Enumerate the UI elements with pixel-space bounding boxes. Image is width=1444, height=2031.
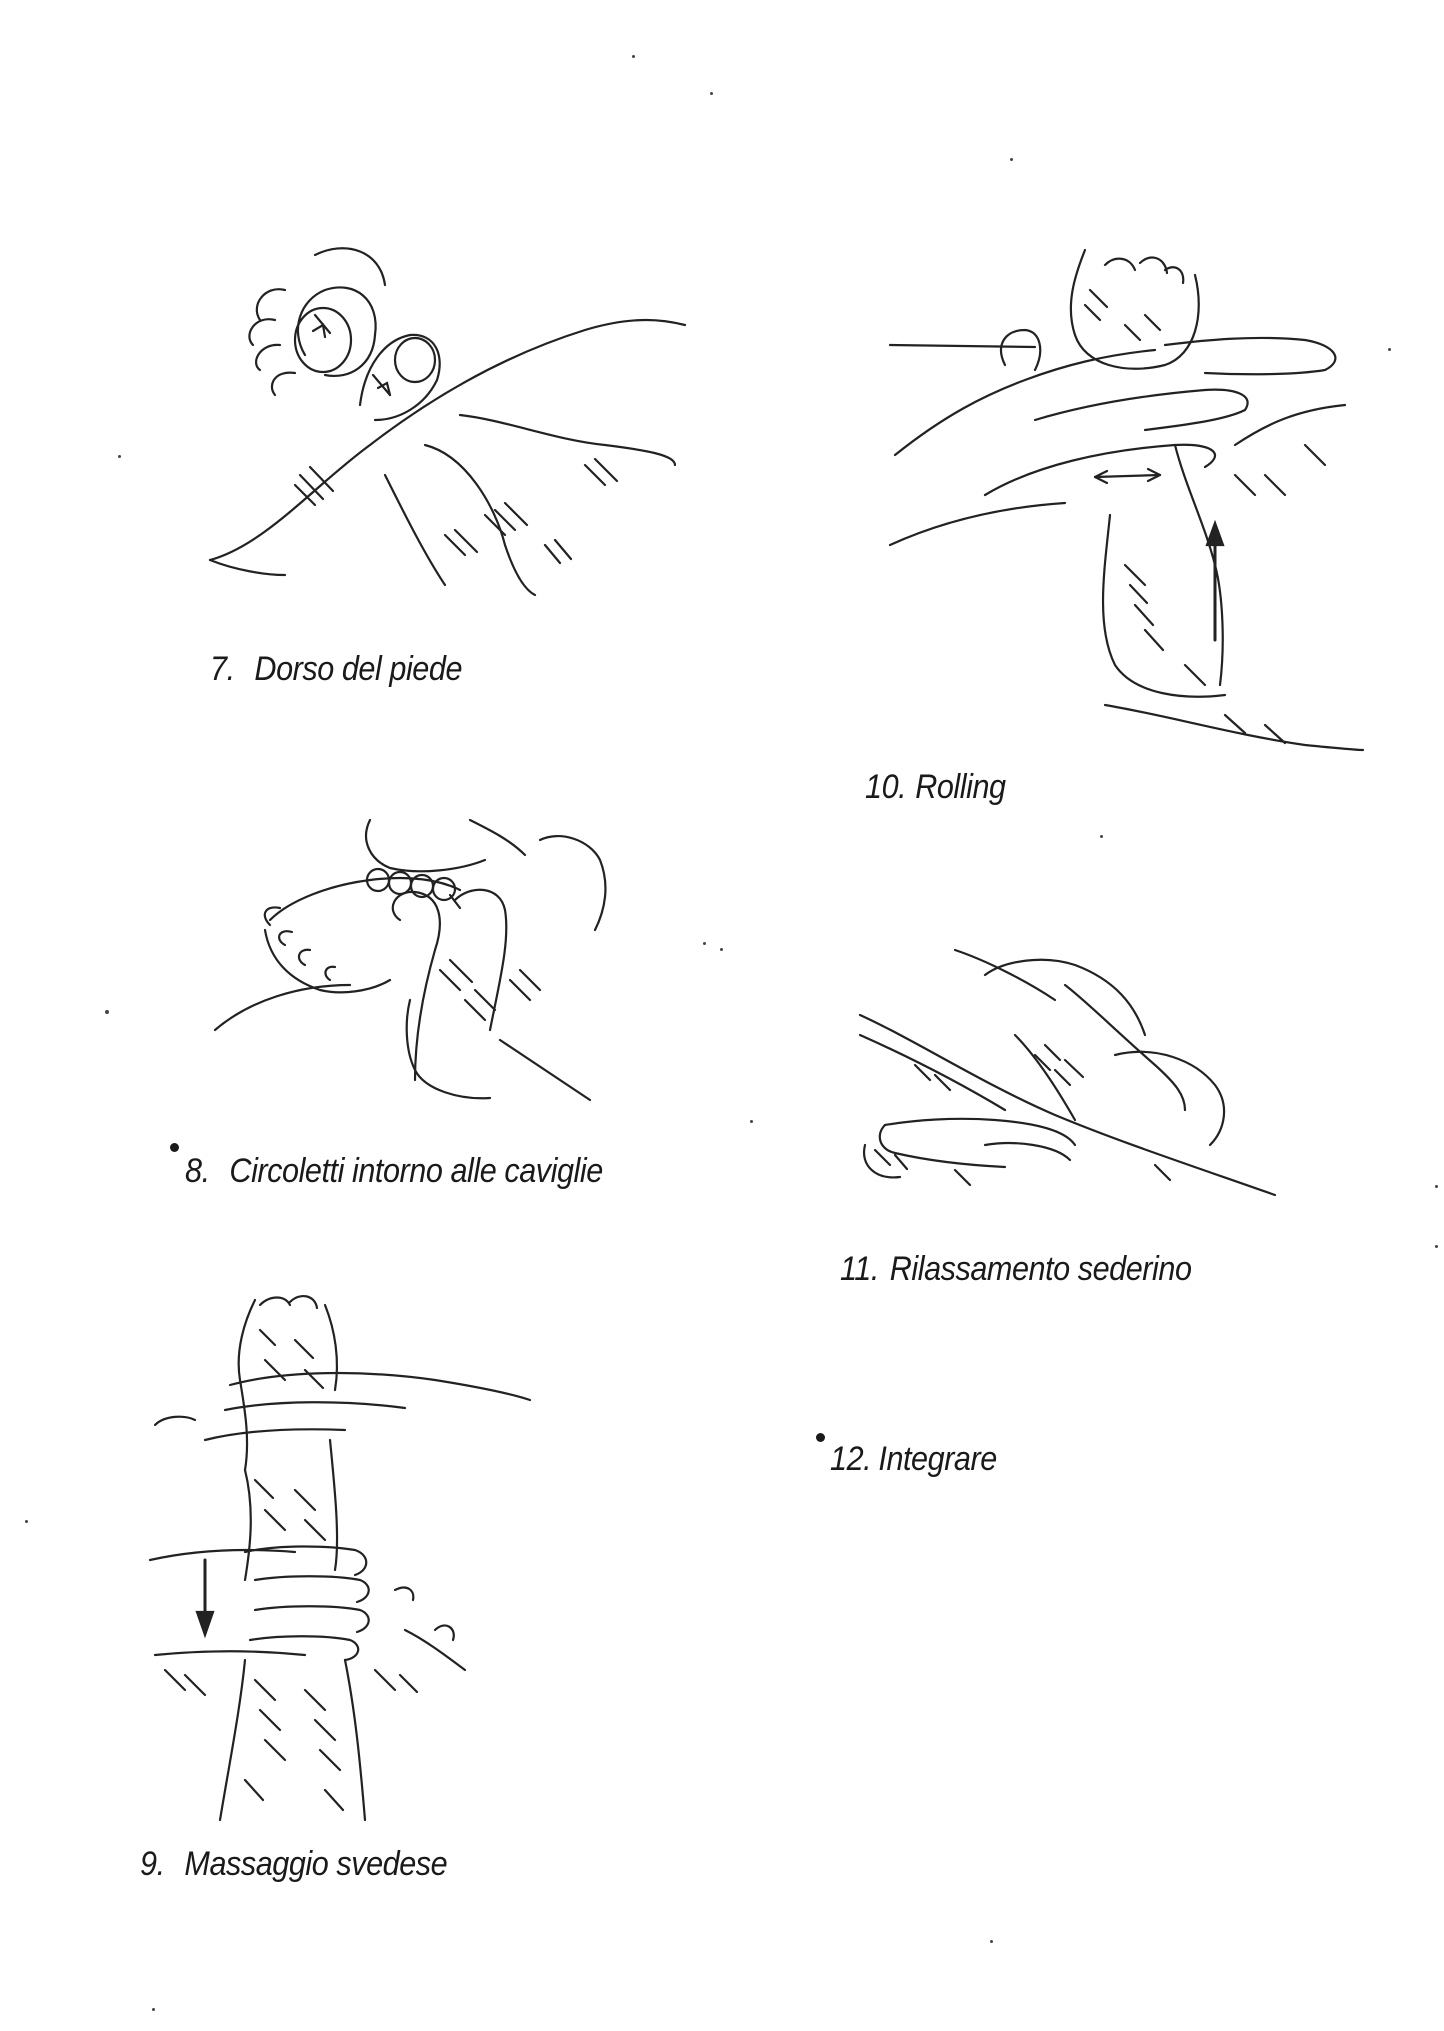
scan-speck bbox=[1388, 348, 1391, 351]
caption-step-11: 11. Rilassamento sederino bbox=[840, 1250, 1192, 1288]
caption-step-10: 10. Rolling bbox=[865, 768, 1006, 806]
bullet-step-8 bbox=[170, 1143, 179, 1152]
scan-speck bbox=[1010, 158, 1013, 161]
scan-speck bbox=[1435, 1245, 1438, 1248]
scan-speck bbox=[25, 1520, 28, 1523]
scan-speck bbox=[720, 948, 723, 951]
scan-speck bbox=[710, 92, 713, 95]
scan-speck bbox=[118, 455, 121, 458]
illustration-rolling bbox=[885, 245, 1365, 755]
caption-step-9: 9. Massaggio svedese bbox=[140, 1845, 448, 1883]
scan-speck bbox=[703, 942, 706, 945]
illustration-rilassamento-sederino bbox=[855, 945, 1285, 1205]
caption-step-7: 7. Dorso del piede bbox=[210, 650, 463, 688]
caption-step-8: 8. Circoletti intorno alle caviglie bbox=[185, 1152, 603, 1190]
illustration-massaggio-svedese bbox=[145, 1290, 545, 1830]
scan-speck bbox=[1100, 835, 1103, 838]
scan-speck bbox=[632, 55, 635, 58]
caption-step-12: 12. Integrare bbox=[830, 1440, 997, 1478]
scan-speck bbox=[152, 2008, 155, 2011]
scan-speck bbox=[750, 1120, 753, 1123]
scan-speck bbox=[990, 1940, 993, 1943]
scan-speck bbox=[1435, 1185, 1438, 1188]
illustration-circoletti-caviglie bbox=[210, 800, 665, 1130]
illustration-dorso-del-piede bbox=[205, 245, 690, 605]
bullet-step-12 bbox=[816, 1433, 825, 1442]
scan-speck bbox=[105, 1010, 109, 1014]
